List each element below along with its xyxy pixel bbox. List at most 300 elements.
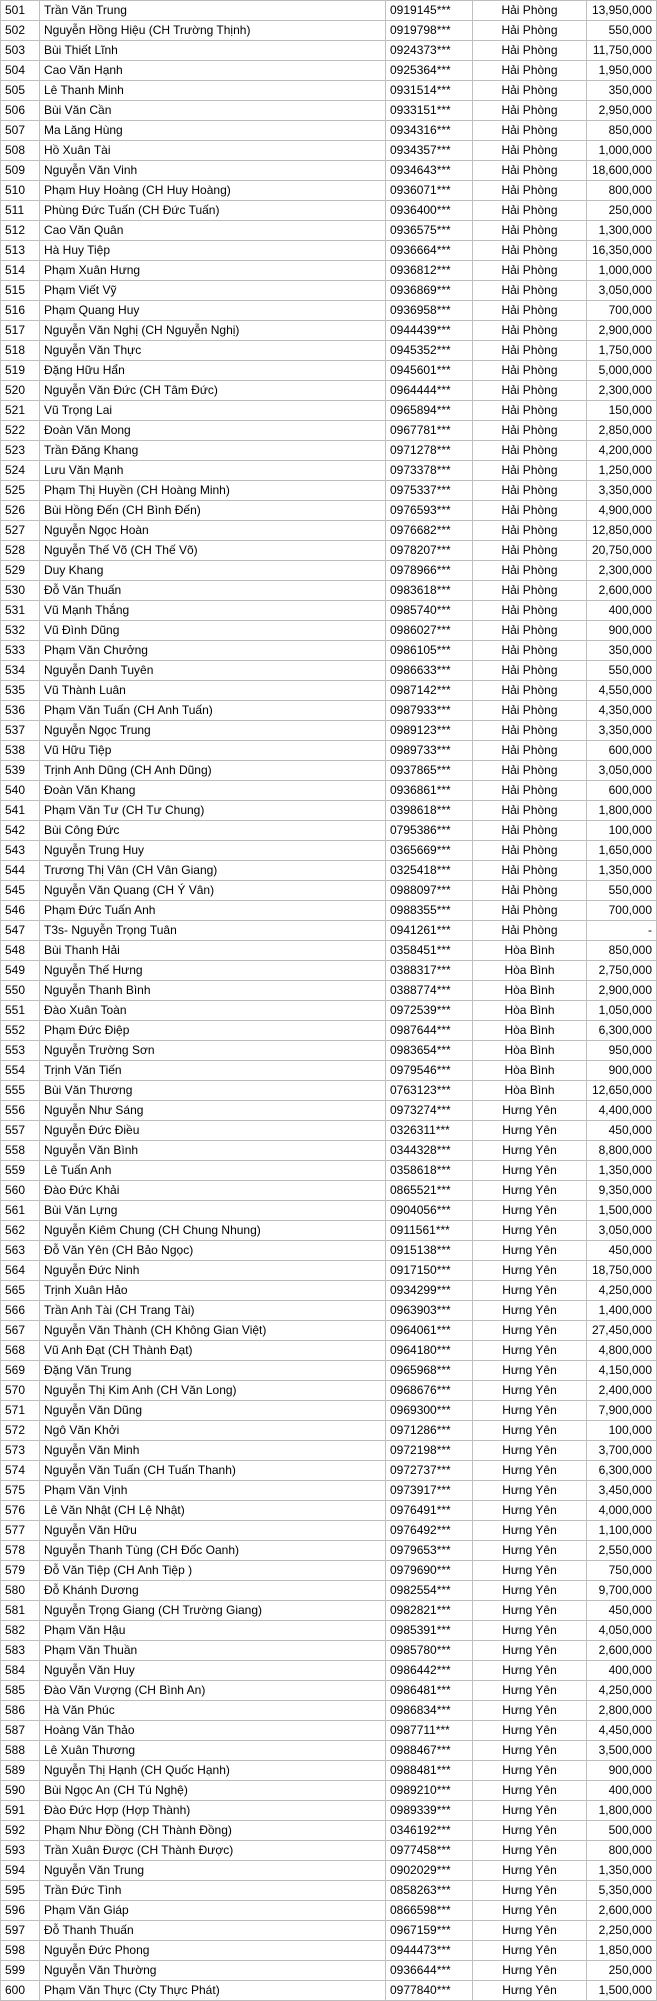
row-number-cell: 505 — [1, 81, 40, 101]
row-number-cell: 540 — [1, 781, 40, 801]
customer-name-cell: Lê Tuấn Anh — [40, 1161, 386, 1181]
customer-name-cell: Lê Thanh Minh — [40, 81, 386, 101]
row-number-cell: 501 — [1, 1, 40, 21]
province-cell: Hải Phòng — [473, 301, 587, 321]
province-cell: Hải Phòng — [473, 81, 587, 101]
table-row — [1, 1141, 657, 1161]
amount-cell: 4,400,000 — [587, 1101, 657, 1121]
customer-name-cell: Nguyễn Văn Đức (CH Tâm Đức) — [40, 381, 386, 401]
table-row — [1, 261, 657, 281]
customer-name-cell: Nguyễn Đức Ninh — [40, 1261, 386, 1281]
province-cell: Hải Phòng — [473, 441, 587, 461]
table-row — [1, 501, 657, 521]
table-row — [1, 1061, 657, 1081]
customer-name-cell: Nguyễn Đức Phong — [40, 1941, 386, 1961]
customer-name-cell: Nguyễn Kiêm Chung (CH Chung Nhung) — [40, 1221, 386, 1241]
row-number-cell: 596 — [1, 1901, 40, 1921]
phone-cell: 0915138*** — [386, 1241, 473, 1261]
province-cell: Hưng Yên — [473, 1721, 587, 1741]
amount-cell: 950,000 — [587, 1041, 657, 1061]
amount-cell: 550,000 — [587, 661, 657, 681]
customer-name-cell: Duy Khang — [40, 561, 386, 581]
customer-name-cell: Đỗ Thanh Thuấn — [40, 1921, 386, 1941]
phone-cell: 0858263*** — [386, 1881, 473, 1901]
table-row — [1, 1181, 657, 1201]
province-cell: Hưng Yên — [473, 1821, 587, 1841]
row-number-cell: 504 — [1, 61, 40, 81]
row-number-cell: 537 — [1, 721, 40, 741]
row-number-cell: 512 — [1, 221, 40, 241]
phone-cell: 0986481*** — [386, 1681, 473, 1701]
phone-cell: 0986105*** — [386, 641, 473, 661]
customer-name-cell: Bùi Văn Cần — [40, 101, 386, 121]
phone-cell: 0358618*** — [386, 1161, 473, 1181]
province-cell: Hưng Yên — [473, 1261, 587, 1281]
row-number-cell: 545 — [1, 881, 40, 901]
amount-cell: 9,700,000 — [587, 1581, 657, 1601]
phone-cell: 0865521*** — [386, 1181, 473, 1201]
province-cell: Hưng Yên — [473, 1241, 587, 1261]
phone-cell: 0982554*** — [386, 1581, 473, 1601]
table-row — [1, 961, 657, 981]
customer-name-cell: Hà Văn Phúc — [40, 1701, 386, 1721]
phone-cell: 0973917*** — [386, 1481, 473, 1501]
customer-name-cell: Nguyễn Danh Tuyên — [40, 661, 386, 681]
customer-name-cell: Hồ Xuân Tài — [40, 141, 386, 161]
amount-cell: 1,250,000 — [587, 461, 657, 481]
customer-name-cell: Vũ Đình Dũng — [40, 621, 386, 641]
phone-cell: 0936575*** — [386, 221, 473, 241]
amount-cell: 3,500,000 — [587, 1741, 657, 1761]
phone-cell: 0965968*** — [386, 1361, 473, 1381]
customer-name-cell: Phạm Văn Vịnh — [40, 1481, 386, 1501]
province-cell: Hưng Yên — [473, 1581, 587, 1601]
province-cell: Hải Phòng — [473, 921, 587, 941]
phone-cell: 0365669*** — [386, 841, 473, 861]
customer-name-cell: Phạm Văn Tuấn (CH Anh Tuấn) — [40, 701, 386, 721]
phone-cell: 0986027*** — [386, 621, 473, 641]
province-cell: Hưng Yên — [473, 1421, 587, 1441]
table-row — [1, 21, 657, 41]
customer-name-cell: Lưu Văn Mạnh — [40, 461, 386, 481]
row-number-cell: 532 — [1, 621, 40, 641]
row-number-cell: 542 — [1, 821, 40, 841]
table-row — [1, 541, 657, 561]
phone-cell: 0936861*** — [386, 781, 473, 801]
province-cell: Hải Phòng — [473, 901, 587, 921]
province-cell: Hải Phòng — [473, 101, 587, 121]
table-row — [1, 41, 657, 61]
amount-cell: 900,000 — [587, 1061, 657, 1081]
province-cell: Hòa Bình — [473, 941, 587, 961]
phone-cell: 0978966*** — [386, 561, 473, 581]
amount-cell: 100,000 — [587, 1421, 657, 1441]
province-cell: Hải Phòng — [473, 741, 587, 761]
customer-name-cell: Nguyễn Trung Huy — [40, 841, 386, 861]
province-cell: Hải Phòng — [473, 841, 587, 861]
row-number-cell: 503 — [1, 41, 40, 61]
phone-cell: 0972737*** — [386, 1461, 473, 1481]
phone-cell: 0973274*** — [386, 1101, 473, 1121]
phone-cell: 0919145*** — [386, 1, 473, 21]
table-row — [1, 301, 657, 321]
row-number-cell: 578 — [1, 1541, 40, 1561]
row-number-cell: 516 — [1, 301, 40, 321]
province-cell: Hải Phòng — [473, 881, 587, 901]
province-cell: Hưng Yên — [473, 1601, 587, 1621]
province-cell: Hưng Yên — [473, 1381, 587, 1401]
customer-name-cell: Bùi Hồng Đến (CH Bình Đến) — [40, 501, 386, 521]
amount-cell: 2,250,000 — [587, 1921, 657, 1941]
amount-cell: 1,350,000 — [587, 861, 657, 881]
table-row — [1, 1661, 657, 1681]
row-number-cell: 583 — [1, 1641, 40, 1661]
customer-name-cell: Lê Văn Nhật (CH Lệ Nhật) — [40, 1501, 386, 1521]
table-row — [1, 1481, 657, 1501]
amount-cell: 2,900,000 — [587, 981, 657, 1001]
province-cell: Hải Phòng — [473, 761, 587, 781]
phone-cell: 0795386*** — [386, 821, 473, 841]
phone-cell: 0964180*** — [386, 1341, 473, 1361]
province-cell: Hưng Yên — [473, 1681, 587, 1701]
row-number-cell: 561 — [1, 1201, 40, 1221]
row-number-cell: 572 — [1, 1421, 40, 1441]
province-cell: Hải Phòng — [473, 481, 587, 501]
phone-cell: 0976593*** — [386, 501, 473, 521]
row-number-cell: 581 — [1, 1601, 40, 1621]
table-row — [1, 1561, 657, 1581]
province-cell: Hưng Yên — [473, 1221, 587, 1241]
customer-name-cell: Nguyễn Văn Thực — [40, 341, 386, 361]
table-row — [1, 1861, 657, 1881]
row-number-cell: 511 — [1, 201, 40, 221]
customer-name-cell: Bùi Văn Lựng — [40, 1201, 386, 1221]
table-row — [1, 141, 657, 161]
amount-cell: 750,000 — [587, 1561, 657, 1581]
table-row — [1, 1, 657, 21]
customer-name-cell: Nguyễn Thanh Tùng (CH Đốc Oanh) — [40, 1541, 386, 1561]
province-cell: Hải Phòng — [473, 541, 587, 561]
amount-cell: 550,000 — [587, 881, 657, 901]
province-cell: Hải Phòng — [473, 661, 587, 681]
province-cell: Hải Phòng — [473, 621, 587, 641]
province-cell: Hải Phòng — [473, 141, 587, 161]
row-number-cell: 515 — [1, 281, 40, 301]
phone-cell: 0936958*** — [386, 301, 473, 321]
phone-cell: 0925364*** — [386, 61, 473, 81]
amount-cell: 6,300,000 — [587, 1021, 657, 1041]
province-cell: Hưng Yên — [473, 1561, 587, 1581]
row-number-cell: 582 — [1, 1621, 40, 1641]
amount-cell: 350,000 — [587, 641, 657, 661]
row-number-cell: 549 — [1, 961, 40, 981]
customer-name-cell: Đoàn Văn Mong — [40, 421, 386, 441]
amount-cell: 1,000,000 — [587, 141, 657, 161]
amount-cell: 1,350,000 — [587, 1861, 657, 1881]
customer-name-cell: Đặng Hữu Hẩn — [40, 361, 386, 381]
amount-cell: 3,350,000 — [587, 721, 657, 741]
table-row — [1, 601, 657, 621]
customer-name-cell: Phùng Đức Tuấn (CH Đức Tuấn) — [40, 201, 386, 221]
table-row — [1, 941, 657, 961]
row-number-cell: 543 — [1, 841, 40, 861]
phone-cell: 0358451*** — [386, 941, 473, 961]
province-cell: Hải Phòng — [473, 681, 587, 701]
province-cell: Hưng Yên — [473, 1441, 587, 1461]
amount-cell: 1,100,000 — [587, 1521, 657, 1541]
phone-cell: 0986633*** — [386, 661, 473, 681]
province-cell: Hưng Yên — [473, 1941, 587, 1961]
phone-cell: 0936869*** — [386, 281, 473, 301]
customer-name-cell: Nguyễn Văn Vinh — [40, 161, 386, 181]
row-number-cell: 548 — [1, 941, 40, 961]
amount-cell: - — [587, 921, 657, 941]
customer-name-cell: Nguyễn Trọng Giang (CH Trường Giang) — [40, 1601, 386, 1621]
customer-name-cell: Nguyễn Văn Quang (CH Ý Vân) — [40, 881, 386, 901]
table-row — [1, 981, 657, 1001]
phone-cell: 0919798*** — [386, 21, 473, 41]
row-number-cell: 564 — [1, 1261, 40, 1281]
amount-cell: 250,000 — [587, 1961, 657, 1981]
row-number-cell: 544 — [1, 861, 40, 881]
customer-name-cell: Trần Văn Trung — [40, 1, 386, 21]
customer-name-cell: Phạm Thị Huyền (CH Hoàng Minh) — [40, 481, 386, 501]
table-row — [1, 1381, 657, 1401]
customer-name-cell: Nguyễn Văn Tuấn (CH Tuấn Thanh) — [40, 1461, 386, 1481]
province-cell: Hải Phòng — [473, 861, 587, 881]
customer-name-cell: Đào Đức Hợp (Hợp Thành) — [40, 1801, 386, 1821]
amount-cell: 5,350,000 — [587, 1881, 657, 1901]
phone-cell: 0934357*** — [386, 141, 473, 161]
phone-cell: 0934316*** — [386, 121, 473, 141]
customer-name-cell: Trần Đức Tình — [40, 1881, 386, 1901]
province-cell: Hưng Yên — [473, 1961, 587, 1981]
customer-name-cell: Phạm Đức Tuấn Anh — [40, 901, 386, 921]
table-row — [1, 1081, 657, 1101]
row-number-cell: 550 — [1, 981, 40, 1001]
phone-cell: 0979690*** — [386, 1561, 473, 1581]
province-cell: Hải Phòng — [473, 821, 587, 841]
phone-cell: 0933151*** — [386, 101, 473, 121]
amount-cell: 1,050,000 — [587, 1001, 657, 1021]
table-row — [1, 1421, 657, 1441]
row-number-cell: 575 — [1, 1481, 40, 1501]
amount-cell: 250,000 — [587, 201, 657, 221]
table-row — [1, 1921, 657, 1941]
row-number-cell: 594 — [1, 1861, 40, 1881]
province-cell: Hải Phòng — [473, 21, 587, 41]
customer-name-cell: Nguyễn Thế Hưng — [40, 961, 386, 981]
row-number-cell: 539 — [1, 761, 40, 781]
phone-cell: 0398618*** — [386, 801, 473, 821]
phone-cell: 0936812*** — [386, 261, 473, 281]
province-cell: Hải Phòng — [473, 201, 587, 221]
amount-cell: 700,000 — [587, 901, 657, 921]
province-cell: Hải Phòng — [473, 241, 587, 261]
table-row — [1, 1981, 657, 2001]
phone-cell: 0972539*** — [386, 1001, 473, 1021]
customer-name-cell: Đỗ Văn Yên (CH Bảo Ngọc) — [40, 1241, 386, 1261]
customer-name-cell: Đỗ Văn Tiệp (CH Anh Tiệp ) — [40, 1561, 386, 1581]
phone-cell: 0971278*** — [386, 441, 473, 461]
phone-cell: 0977458*** — [386, 1841, 473, 1861]
row-number-cell: 585 — [1, 1681, 40, 1701]
province-cell: Hải Phòng — [473, 361, 587, 381]
amount-cell: 450,000 — [587, 1241, 657, 1261]
phone-cell: 0982821*** — [386, 1601, 473, 1621]
phone-cell: 0976492*** — [386, 1521, 473, 1541]
amount-cell: 12,850,000 — [587, 521, 657, 541]
province-cell: Hưng Yên — [473, 1141, 587, 1161]
table-row — [1, 721, 657, 741]
customer-name-cell: Trịnh Văn Tiến — [40, 1061, 386, 1081]
phone-cell: 0987142*** — [386, 681, 473, 701]
province-cell: Hải Phòng — [473, 321, 587, 341]
amount-cell: 2,950,000 — [587, 101, 657, 121]
amount-cell: 4,150,000 — [587, 1361, 657, 1381]
customer-name-cell: Bùi Văn Thương — [40, 1081, 386, 1101]
customer-name-cell: Nguyễn Văn Dũng — [40, 1401, 386, 1421]
table-row — [1, 241, 657, 261]
table-row — [1, 761, 657, 781]
phone-cell: 0937865*** — [386, 761, 473, 781]
phone-cell: 0964444*** — [386, 381, 473, 401]
province-cell: Hưng Yên — [473, 1861, 587, 1881]
province-cell: Hải Phòng — [473, 221, 587, 241]
table-row — [1, 661, 657, 681]
province-cell: Hưng Yên — [473, 1161, 587, 1181]
table-row — [1, 861, 657, 881]
table-row — [1, 1041, 657, 1061]
table-row — [1, 1701, 657, 1721]
table-row — [1, 1321, 657, 1341]
table-row — [1, 741, 657, 761]
phone-cell: 0976682*** — [386, 521, 473, 541]
table-row — [1, 1441, 657, 1461]
table-row — [1, 1741, 657, 1761]
amount-cell: 16,350,000 — [587, 241, 657, 261]
phone-cell: 0911561*** — [386, 1221, 473, 1241]
table-row — [1, 521, 657, 541]
amount-cell: 1,500,000 — [587, 1981, 657, 2001]
customer-name-cell: Vũ Mạnh Thắng — [40, 601, 386, 621]
province-cell: Hưng Yên — [473, 1481, 587, 1501]
table-row — [1, 1461, 657, 1481]
table-row — [1, 1201, 657, 1221]
amount-cell: 450,000 — [587, 1601, 657, 1621]
province-cell: Hải Phòng — [473, 561, 587, 581]
province-cell: Hưng Yên — [473, 1901, 587, 1921]
customer-name-cell: Đào Đức Khải — [40, 1181, 386, 1201]
phone-cell: 0973378*** — [386, 461, 473, 481]
customer-name-cell: Nguyễn Thanh Bình — [40, 981, 386, 1001]
table-row — [1, 61, 657, 81]
amount-cell: 1,800,000 — [587, 801, 657, 821]
phone-cell: 0987644*** — [386, 1021, 473, 1041]
phone-cell: 0934299*** — [386, 1281, 473, 1301]
table-body — [1, 1, 657, 2001]
table-row — [1, 1761, 657, 1781]
province-cell: Hải Phòng — [473, 121, 587, 141]
phone-cell: 0866598*** — [386, 1901, 473, 1921]
row-number-cell: 599 — [1, 1961, 40, 1981]
table-row — [1, 641, 657, 661]
phone-cell: 0983618*** — [386, 581, 473, 601]
province-cell: Hải Phòng — [473, 501, 587, 521]
province-cell: Hải Phòng — [473, 341, 587, 361]
table-row — [1, 281, 657, 301]
table-row — [1, 1301, 657, 1321]
phone-cell: 0969300*** — [386, 1401, 473, 1421]
province-cell: Hưng Yên — [473, 1701, 587, 1721]
province-cell: Hưng Yên — [473, 1521, 587, 1541]
table-row — [1, 1821, 657, 1841]
row-number-cell: 559 — [1, 1161, 40, 1181]
province-cell: Hòa Bình — [473, 1021, 587, 1041]
row-number-cell: 566 — [1, 1301, 40, 1321]
customer-name-cell: Đoàn Văn Khang — [40, 781, 386, 801]
customer-name-cell: Phạm Văn Tư (CH Tư Chung) — [40, 801, 386, 821]
province-cell: Hưng Yên — [473, 1801, 587, 1821]
customer-name-cell: Trần Anh Tài (CH Trang Tài) — [40, 1301, 386, 1321]
amount-cell: 400,000 — [587, 601, 657, 621]
row-number-cell: 506 — [1, 101, 40, 121]
row-number-cell: 568 — [1, 1341, 40, 1361]
customer-name-cell: Bùi Thiết Lĩnh — [40, 41, 386, 61]
province-cell: Hưng Yên — [473, 1281, 587, 1301]
row-number-cell: 586 — [1, 1701, 40, 1721]
amount-cell: 400,000 — [587, 1781, 657, 1801]
amount-cell: 150,000 — [587, 401, 657, 421]
table-row — [1, 1341, 657, 1361]
customer-name-cell: Đào Xuân Toàn — [40, 1001, 386, 1021]
amount-cell: 2,600,000 — [587, 581, 657, 601]
amount-cell: 4,200,000 — [587, 441, 657, 461]
phone-cell: 0967159*** — [386, 1921, 473, 1941]
amount-cell: 4,350,000 — [587, 701, 657, 721]
customer-name-cell: Trịnh Xuân Hảo — [40, 1281, 386, 1301]
province-cell: Hải Phòng — [473, 601, 587, 621]
row-number-cell: 598 — [1, 1941, 40, 1961]
row-number-cell: 579 — [1, 1561, 40, 1581]
province-cell: Hải Phòng — [473, 781, 587, 801]
customer-name-cell: Bùi Ngọc An (CH Tú Nghệ) — [40, 1781, 386, 1801]
province-cell: Hưng Yên — [473, 1321, 587, 1341]
customer-name-cell: Nguyễn Ngọc Hoàn — [40, 521, 386, 541]
customer-name-cell: Phạm Đức Điệp — [40, 1021, 386, 1041]
amount-cell: 2,300,000 — [587, 561, 657, 581]
province-cell: Hưng Yên — [473, 1881, 587, 1901]
customer-name-cell: Nguyễn Văn Trung — [40, 1861, 386, 1881]
row-number-cell: 528 — [1, 541, 40, 561]
customer-name-cell: Nguyễn Ngọc Trung — [40, 721, 386, 741]
row-number-cell: 531 — [1, 601, 40, 621]
province-cell: Hải Phòng — [473, 161, 587, 181]
amount-cell: 4,800,000 — [587, 1341, 657, 1361]
amount-cell: 1,500,000 — [587, 1201, 657, 1221]
province-cell: Hưng Yên — [473, 1741, 587, 1761]
customer-name-cell: Cao Văn Hạnh — [40, 61, 386, 81]
phone-cell: 0924373*** — [386, 41, 473, 61]
province-cell: Hòa Bình — [473, 961, 587, 981]
province-cell: Hải Phòng — [473, 641, 587, 661]
row-number-cell: 536 — [1, 701, 40, 721]
customer-name-cell: Ma Lăng Hùng — [40, 121, 386, 141]
phone-cell: 0945601*** — [386, 361, 473, 381]
province-cell: Hải Phòng — [473, 381, 587, 401]
phone-cell: 0388317*** — [386, 961, 473, 981]
amount-cell: 800,000 — [587, 181, 657, 201]
